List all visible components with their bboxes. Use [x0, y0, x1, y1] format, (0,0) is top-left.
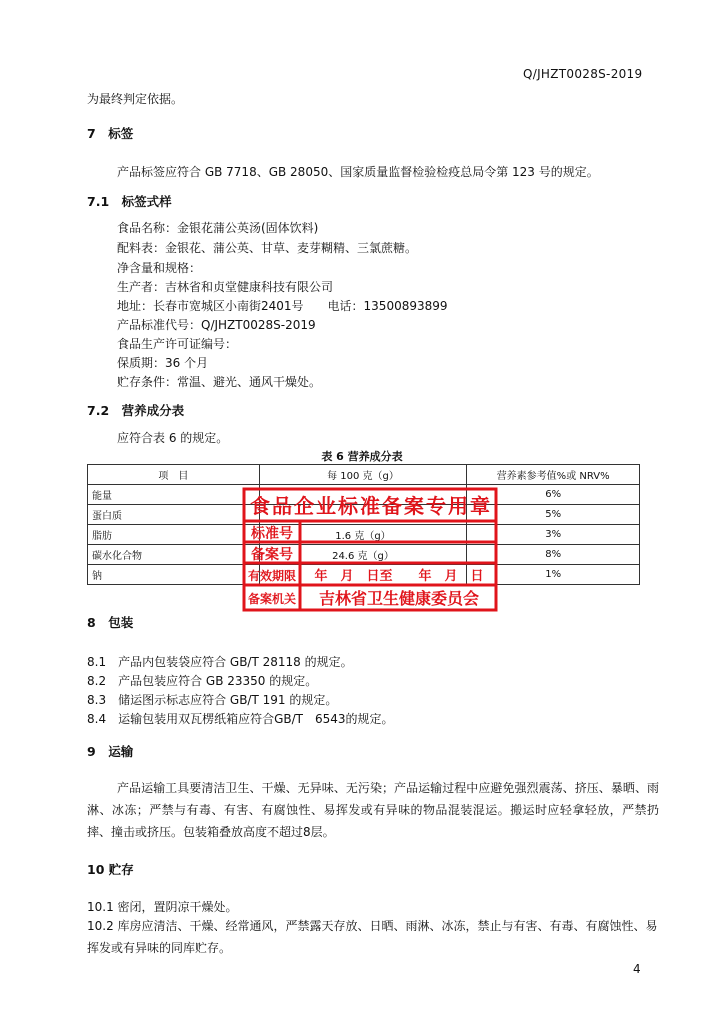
packaging-item: 8.2 产品包装应符合 GB 23350 的规定。 — [87, 674, 318, 688]
section-7-heading: 7 标签 — [87, 126, 134, 141]
table-cell: 5% — [467, 505, 640, 525]
stamp-date-text: 年 月 日至 年 月 日 — [314, 569, 484, 584]
label-line: 食品名称：金银花蒲公英汤(固体饮料) — [117, 221, 319, 235]
table-cell: 能量 — [88, 485, 260, 505]
storage-item: 10.2 库房应清洁、干燥、经常通风，严禁露天存放、日晒、雨淋、冰冻，禁止与有害、有毒、有腐蚀性、易挥发或有异味的同库贮存。 — [87, 919, 658, 955]
stamp-title: 食品企业标准备案专用章 — [250, 494, 490, 518]
packaging-item: 8.4 运输包装用双瓦楞纸箱应符合GB/T 6543的规定。 — [87, 712, 394, 726]
table-cell: 1.6 克（g） — [259, 525, 467, 545]
table-cell: 蛋白质 — [88, 505, 260, 525]
section-7-2-para: 应符合表 6 的规定。 — [117, 431, 229, 445]
table-cell: 3% — [467, 525, 640, 545]
stamp-label-standard: 标准号 — [251, 526, 293, 542]
table-cell: 6% — [467, 485, 640, 505]
stamp-label-authority: 备案机关 — [247, 592, 297, 606]
label-line: 贮存条件：常温、避光、通风干燥处。 — [117, 375, 322, 389]
label-line: 食品生产许可证编号： — [117, 337, 238, 351]
section-7-2-heading: 7.2 营养成分表 — [87, 403, 185, 418]
table-header-cell: 营养素参考值%或 NRV% — [467, 465, 640, 485]
table-title: 表 6 营养成分表 — [321, 450, 403, 463]
label-line: 生产者：吉林省和贞堂健康科技有限公司 — [117, 280, 334, 294]
table-header-row — [88, 465, 640, 485]
stamp-authority: 吉林省卫生健康委员会 — [318, 589, 480, 608]
label-line: 净含量和规格： — [117, 261, 202, 275]
table-cell: 24.6 克（g） — [259, 545, 467, 565]
storage-item: 10.1 密闭，置阴凉干燥处。 — [87, 900, 238, 914]
label-line: 地址：长春市宽城区小南街2401号 电话：13500893899 — [117, 299, 448, 313]
stamp-label-record: 备案号 — [251, 547, 293, 563]
packaging-item: 8.3 储运图示标志应符合 GB/T 191 的规定。 — [87, 693, 338, 707]
stamp-label-valid: 有效期限 — [247, 569, 297, 583]
section-7-1-heading: 7.1 标签式样 — [87, 194, 172, 209]
table-cell: 碳水化合物 — [88, 545, 260, 565]
label-line: 产品标准代号：Q/JHZT0028S-2019 — [117, 318, 316, 332]
table-cell: 8% — [467, 545, 640, 565]
table-header-cell: 项 目 — [88, 465, 260, 485]
section-9-para: 产品运输工具要清洁卫生、干燥、无异味、无污染；产品运输过程中应避免强烈震荡、挤压、暴晒、雨淋、冰冻；严禁与有毒、有害、有腐蚀性、易挥发或有异味的物品混装混运。搬运时应轻拿轻放，严禁扔摔、撞击或挤压。包装箱叠放高度不超过8层。 — [87, 781, 659, 839]
label-line: 保质期：36 个月 — [117, 356, 209, 370]
section-7-para: 产品标签应符合 GB 7718、GB 28050、国家质量监督检验检疫总局令第 123 号的规定。 — [117, 165, 599, 179]
section-10-heading: 10 贮存 — [87, 862, 134, 877]
table-header-cell: 每 100 克（g） — [259, 465, 467, 485]
section-8-heading: 8 包装 — [87, 615, 134, 630]
section-9-heading: 9 运输 — [87, 744, 134, 759]
record-stamp — [242, 487, 498, 612]
label-line: 配料表：金银花、蒲公英、甘草、麦芽糊精、三氯蔗糖。 — [117, 241, 418, 255]
page-number: 4 — [633, 962, 641, 976]
table-cell: 1% — [467, 565, 640, 585]
doc-code: Q/JHZT0028S-2019 — [523, 67, 643, 81]
packaging-item: 8.1 产品内包装袋应符合 GB/T 28118 的规定。 — [87, 655, 353, 669]
intro-line: 为最终判定依据。 — [87, 92, 184, 106]
table-cell: 钠 — [88, 565, 260, 585]
table-cell: 脂肪 — [88, 525, 260, 545]
